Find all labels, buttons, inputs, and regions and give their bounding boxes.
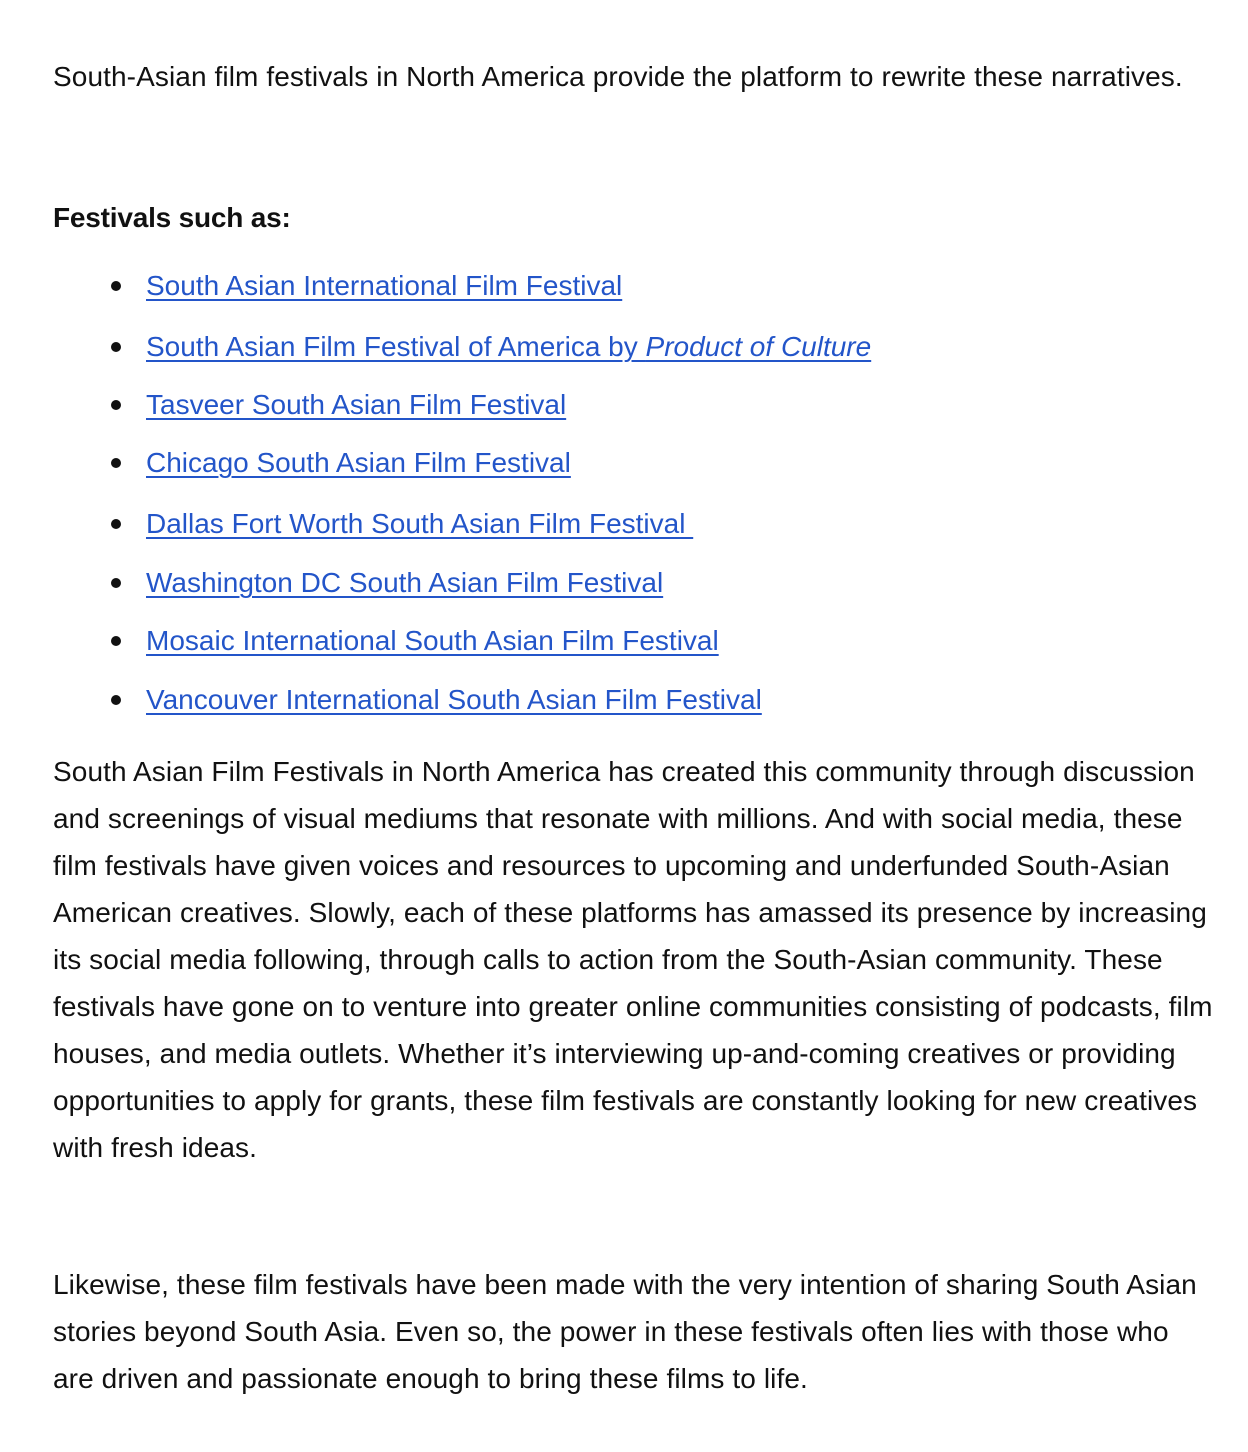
festival-link[interactable]: South Asian International Film Festival xyxy=(146,270,623,301)
festival-link[interactable]: Mosaic International South Asian Film Festival xyxy=(146,625,719,656)
bullet-icon xyxy=(111,400,121,410)
bullet-icon xyxy=(111,458,121,468)
festival-link[interactable] xyxy=(146,327,871,367)
festival-link[interactable]: Dallas Fort Worth South Asian Film Festival xyxy=(146,508,694,539)
festival-link-text: South Asian Film Festival of America by xyxy=(146,331,646,362)
bullet-icon xyxy=(111,578,121,588)
bullet-icon xyxy=(111,695,121,705)
festival-link[interactable]: Tasveer South Asian Film Festival xyxy=(146,389,567,420)
festival-link[interactable]: Chicago South Asian Film Festival xyxy=(146,447,571,478)
body-paragraph-2: Likewise, these film festivals have been made with the very intention of sharing South Asian stories beyond South Asia. Even so, the power in these festivals often lies with those who are driven and passionate enough to bring these films to life. xyxy=(53,1269,1197,1394)
bullet-icon xyxy=(111,342,121,352)
body-paragraph-1: South Asian Film Festivals in North America has created this community through discussion and screenings of visual mediums that resonate with millions. And with social media, these film festivals have given voices and resources to upcoming and underfunded South-Asian American creatives. Slowly, each of these platforms has amassed its presence by increasing its social media following, through calls to action from the South-Asian community. These festivals have gone on to venture into greater online communities consisting of podcasts, film houses, and media outlets. Whether it’s interviewing up-and-coming creatives or providing opportunities to apply for grants, these film festivals are constantly looking for new creatives with fresh ideas. xyxy=(53,756,1213,1163)
intro-paragraph: South-Asian film festivals in North America provide the platform to rewrite these narratives. xyxy=(53,61,1183,92)
bullet-icon xyxy=(111,636,121,646)
festival-link-italic-text: Product of Culture xyxy=(645,331,872,362)
festivals-heading: Festivals such as: xyxy=(53,202,291,233)
festival-link[interactable]: Vancouver International South Asian Film Festival xyxy=(146,684,762,715)
bullet-icon xyxy=(111,281,121,291)
festival-link[interactable]: Washington DC South Asian Film Festival xyxy=(146,567,664,598)
bullet-icon xyxy=(111,519,121,529)
